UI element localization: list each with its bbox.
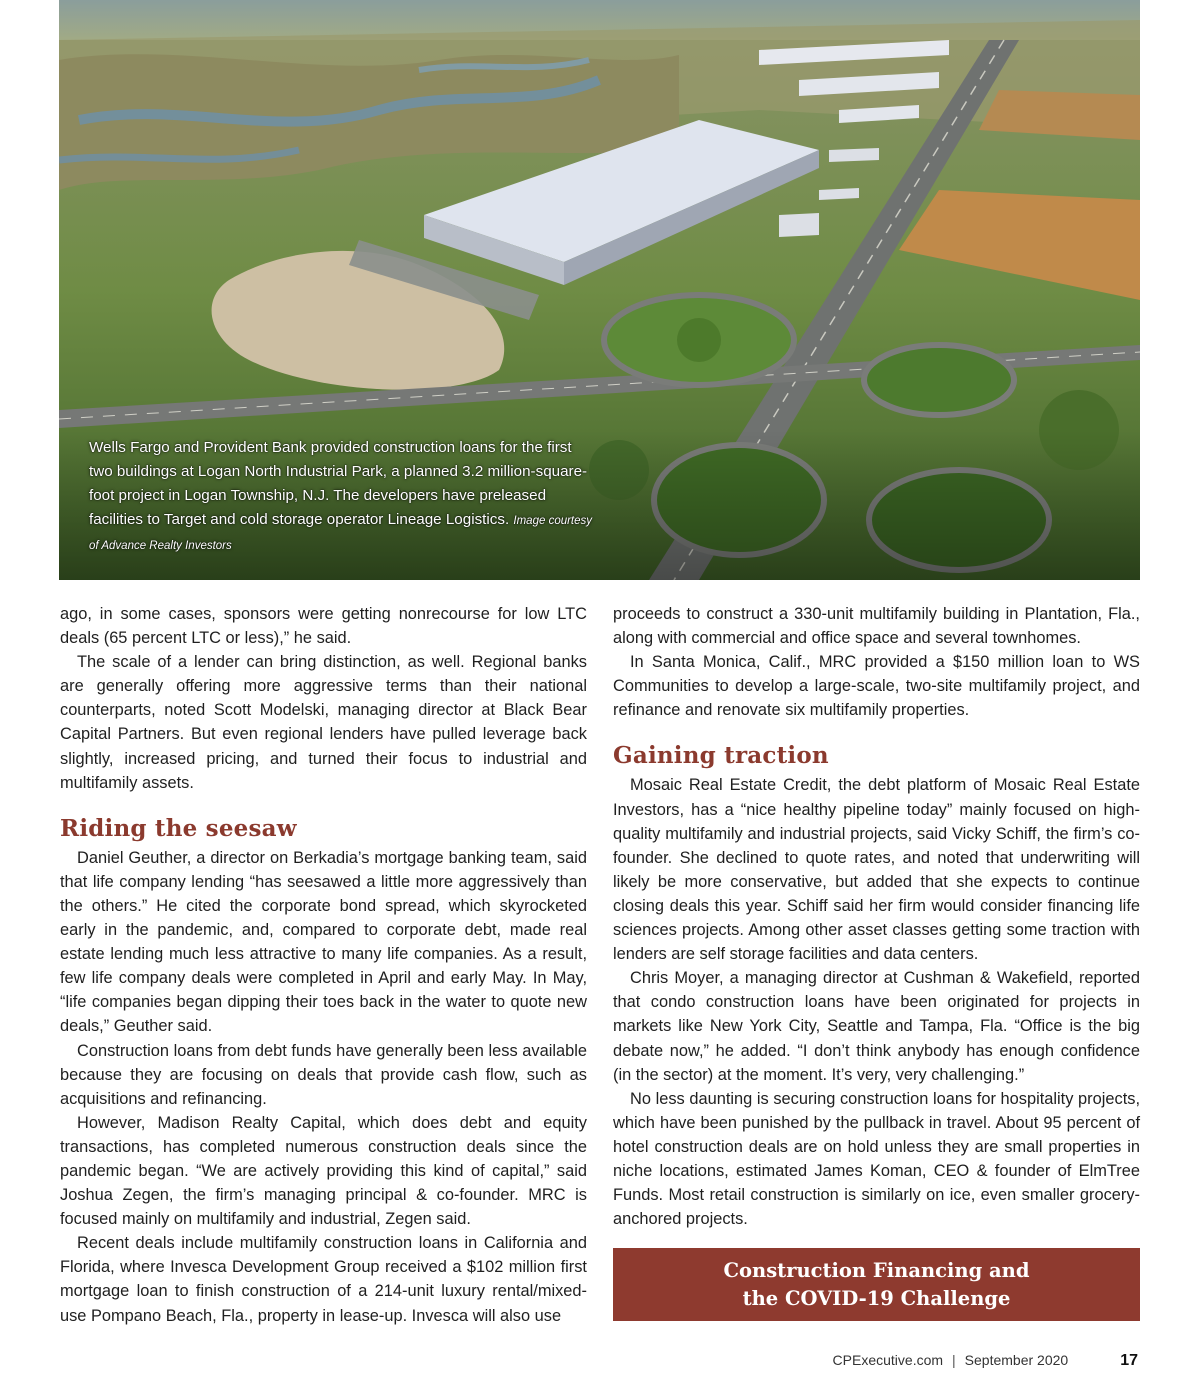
paragraph: Mosaic Real Estate Credit, the debt platform of Mosaic Real Estate Investors, has a “nice healthy pipeline today” mainly focused on high-quality multifamily and industrial projects, said Vicky Schiff, the firm’s co-founder. She declined to quote rates, and noted that underwriting will likely be more conservative, but added that she expects to continue closing deals this year. Schiff said her firm would consider financing life sciences projects. Among other asset classes getting some traction with lenders are self storage facilities and data centers. bbox=[613, 776, 1140, 964]
paragraph: ago, in some cases, sponsors were getting nonrecourse for low LTC deals (65 percent LTC or less),” he said. bbox=[60, 605, 587, 648]
footer-date: September 2020 bbox=[964, 1352, 1069, 1368]
section-heading-gaining-traction: Gaining traction bbox=[613, 742, 829, 770]
right-column bbox=[613, 602, 1140, 1231]
paragraph: Recent deals include multifamily construction loans in California and Florida, where Invesca Development Group received a $102 million first mortgage loan to finish construction of a 214-unit luxury rental/mixed-use Pompano Beach, Fla., property in lease-up. Invesca will also use bbox=[60, 1234, 587, 1325]
sidebar-title-line2: the COVID-19 Challenge bbox=[742, 1286, 1011, 1310]
paragraph: The scale of a lender can bring distinction, as well. Regional banks are generally offering more aggressive terms than their national counterparts, noted Scott Modelski, managing director at Black Bear Capital Partners. But even regional lenders have pulled leverage back slightly, increased pricing, and turned their focus to industrial and multifamily assets. bbox=[60, 653, 587, 792]
caption-text: Wells Fargo and Provident Bank provided construction loans for the first two buildings at Logan North Industrial Park, a planned 3.2 million-square-foot project in Logan Township, N.J. The developers have preleased facilities to Target and cold storage operator Lineage Logistics. bbox=[89, 439, 588, 528]
paragraph: proceeds to construct a 330-unit multifamily building in Plantation, Fla., along with commercial and office space and several townhomes. bbox=[613, 605, 1140, 648]
photo-credit: Image courtesy of Advance Realty Investors bbox=[89, 515, 593, 552]
paragraph: Chris Moyer, a managing director at Cushman & Wakefield, reported that condo construction loans have been originated for projects in markets like New York City, Seattle and Tampa, Fla. “Office is the big debate now,” he added. “I don’t think anybody has enough confidence (in the sector) at the moment. It’s very, very challenging.” bbox=[613, 969, 1140, 1084]
footer-site: CPExecutive.com bbox=[832, 1352, 944, 1368]
page-number: 17 bbox=[1120, 1352, 1138, 1369]
paragraph: No less daunting is securing construction loans for hospitality projects, which have been punished by the pullback in travel. About 95 percent of hotel construction deals are on hold unless they are small properties in niche locations, estimated James Koman, CEO & founder of ElmTree Funds. Most retail construction is similarly on ice, even smaller grocery-anchored projects. bbox=[613, 1089, 1140, 1229]
left-column bbox=[60, 602, 587, 1328]
photo-caption bbox=[89, 436, 599, 558]
hero-photo bbox=[59, 0, 1140, 580]
sidebar-title-banner bbox=[613, 1248, 1140, 1321]
paragraph: Daniel Geuther, a director on Berkadia’s mortgage banking team, said that life company lending “has seesawed a little more aggressively than the others.” He cited the corporate bond spread, which skyrocketed early in the pandemic, and, compared to corporate debt, made real estate lending much less attractive to many life companies. As a result, few life company deals were completed in April and early May. In May, “life companies began dipping their toes back in the water to quote new deals,” Geuther said. bbox=[60, 848, 587, 1036]
section-heading-riding-the-seesaw: Riding the seesaw bbox=[60, 814, 297, 842]
page-footer bbox=[833, 1352, 1138, 1370]
footer-separator: | bbox=[952, 1352, 956, 1368]
paragraph: Construction loans from debt funds have generally been less available because they are focusing on deals that provide cash flow, such as acquisitions and refinancing. bbox=[60, 1041, 587, 1108]
paragraph: However, Madison Realty Capital, which does debt and equity transactions, has completed numerous construction deals since the pandemic began. “We are actively providing this kind of capital,” said Joshua Zegen, the firm’s managing principal & co-founder. MRC is focused mainly on multifamily and industrial, Zegen said. bbox=[60, 1113, 587, 1229]
paragraph: In Santa Monica, Calif., MRC provided a $150 million loan to WS Communities to develop a large-scale, two-site multifamily project, and refinance and renovate six multifamily properties. bbox=[613, 653, 1140, 720]
sidebar-title-line1: Construction Financing and bbox=[723, 1258, 1030, 1282]
